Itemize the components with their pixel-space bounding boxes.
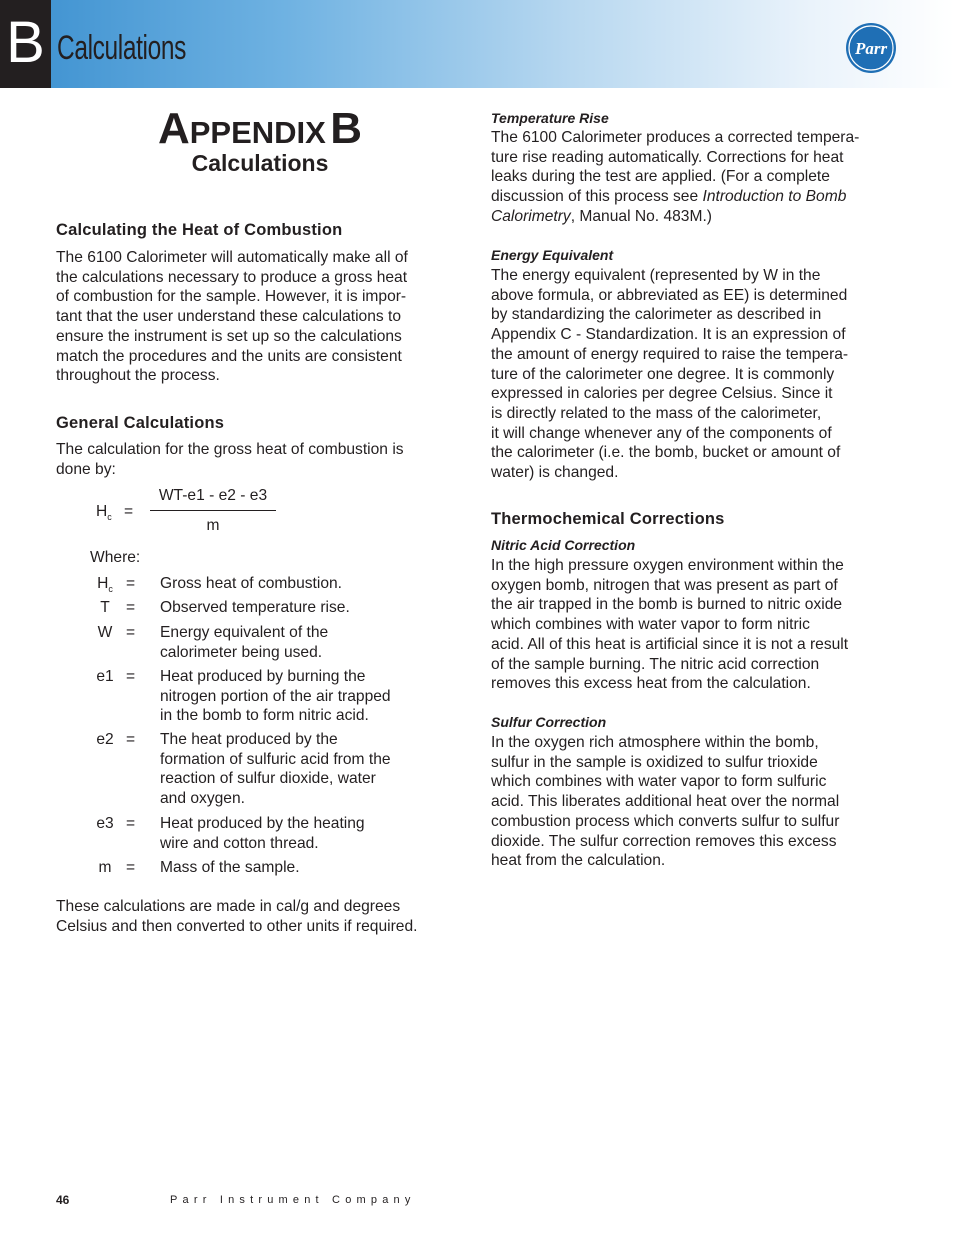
text-line: match the procedures and the units are consistent bbox=[56, 347, 402, 365]
definition-equals: = bbox=[126, 668, 136, 685]
text-line: tant that the user understand these calculations to bbox=[56, 308, 402, 326]
nitric-heading: Nitric Acid Correction bbox=[491, 537, 636, 553]
heat-heading: Calculating the Heat of Combustion bbox=[56, 221, 343, 239]
closing-paragraph bbox=[56, 897, 417, 936]
text-line: which combines with water vapor to form nitric bbox=[491, 616, 810, 634]
definition-text: Heat produced by the heating wire and cotton thread. bbox=[160, 815, 365, 852]
definition-symbol: e3 bbox=[96, 815, 114, 832]
footer-company: Parr Instrument Company bbox=[170, 1194, 416, 1206]
text-line: The energy equivalent (represented by W in the bbox=[491, 267, 821, 284]
where-label: Where: bbox=[90, 549, 141, 566]
sulfur-paragraph bbox=[491, 733, 839, 871]
text-line: of combustion for the sample. However, it is impor- bbox=[56, 288, 407, 306]
definition-text: Mass of the sample. bbox=[160, 859, 300, 876]
text-line: expressed in calories per degree Celsius. Since it bbox=[491, 385, 833, 403]
definition-symbol: W bbox=[97, 624, 113, 641]
definition-equals: = bbox=[126, 624, 136, 641]
general-paragraph bbox=[56, 440, 404, 479]
text-line: is directly related to the mass of the calorimeter, bbox=[491, 404, 822, 422]
thermo-heading: Thermochemical Corrections bbox=[491, 510, 725, 528]
formula-lhs: $H_c$ bbox=[96, 503, 112, 523]
definition-text: Gross heat of combustion. bbox=[160, 575, 343, 592]
section-letter-box bbox=[0, 0, 51, 88]
text-line: the amount of energy required to raise the tempera- bbox=[491, 345, 849, 363]
text-line: it will change whenever any of the components of bbox=[491, 424, 832, 442]
formula-equals: = bbox=[124, 503, 134, 520]
definition-equals: = bbox=[126, 859, 136, 876]
text-line: ture of the calorimeter one degree. It is commonly bbox=[491, 365, 835, 383]
header-title: Calculations bbox=[57, 29, 187, 67]
text-line: which combines with water vapor to form sulfuric bbox=[491, 773, 827, 791]
definition-equals: = bbox=[126, 731, 136, 748]
temp-paragraph bbox=[491, 128, 859, 227]
definition-symbol: T bbox=[100, 599, 110, 616]
text-line: the calorimeter (i.e. the bomb, bucket or amount of bbox=[491, 444, 841, 462]
text-line: acid. This liberates additional heat over the normal bbox=[491, 793, 840, 811]
definition-symbol: m bbox=[98, 859, 112, 876]
text-line: acid. All of this heat is artificial since it is not a result bbox=[491, 635, 849, 653]
text-line: The calculation for the gross heat of combustion is bbox=[56, 441, 404, 458]
energy-paragraph bbox=[491, 266, 848, 483]
page-number: 46 bbox=[56, 1193, 70, 1207]
text-line: Appendix C - Standardization. It is an expression of bbox=[491, 326, 846, 344]
definition-text: Observed temperature rise. bbox=[160, 599, 350, 616]
text-line: ensure the instrument is set up so the calculations bbox=[56, 327, 402, 345]
text-line: In the oxygen rich atmosphere within the bomb, bbox=[491, 734, 819, 751]
appendix-subtitle: Calculations bbox=[191, 150, 329, 176]
energy-heading: Energy Equivalent bbox=[491, 247, 614, 263]
text-line: the air trapped in the bomb is burned to nitric oxide bbox=[491, 596, 843, 614]
text-line: ture rise reading automatically. Corrections for heat bbox=[491, 148, 844, 166]
sulfur-heading: Sulfur Correction bbox=[491, 714, 607, 730]
text-line: the calculations necessary to produce a gross heat bbox=[56, 268, 408, 286]
text-line: heat from the calculation. bbox=[491, 852, 666, 870]
definition-equals: = bbox=[126, 575, 136, 592]
text-line: The 6100 Calorimeter will automatically make all of bbox=[56, 249, 408, 266]
appendix-title: APPENDIX B bbox=[157, 104, 363, 153]
definition-equals: = bbox=[126, 599, 136, 616]
text-line: sulfur in the sample is oxidized to sulfur trioxide bbox=[491, 753, 818, 771]
section-letter: B bbox=[6, 10, 45, 75]
text-line: discussion of this process see Introduction to Bomb bbox=[491, 188, 847, 206]
text-line: leaks during the test are applied. (For a complete bbox=[491, 168, 830, 186]
text-line: removes this excess heat from the calculation. bbox=[491, 675, 811, 693]
formula-numerator: WT-e1 - e2 - e3 bbox=[158, 487, 268, 504]
text-line: These calculations are made in cal/g and degrees bbox=[56, 898, 401, 915]
text-line: by standardizing the calorimeter as described in bbox=[491, 306, 822, 324]
formula-fraction-bar bbox=[150, 510, 276, 511]
definition-text: Heat produced by burning the nitrogen portion of the air trapped in the bomb to form nitric acid. bbox=[160, 668, 391, 725]
text-line: oxygen bomb, nitrogen that was present as part of bbox=[491, 576, 838, 594]
text-line: dioxide. The sulfur correction removes this excess bbox=[491, 832, 837, 850]
text-line: throughout the process. bbox=[56, 367, 220, 385]
text-line: Calorimetry, Manual No. 483M.) bbox=[491, 207, 712, 225]
definition-text: The heat produced by the formation of sulfuric acid from the reaction of sulfur dioxide, water and oxygen. bbox=[160, 731, 391, 808]
definition-symbol: e1 bbox=[96, 668, 114, 685]
formula-denominator: m bbox=[206, 517, 220, 534]
temp-heading: Temperature Rise bbox=[491, 110, 609, 126]
definition-equals: = bbox=[126, 815, 136, 832]
logo-text: Parr bbox=[854, 39, 888, 58]
general-heading: General Calculations bbox=[56, 414, 225, 432]
text-line: done by: bbox=[56, 460, 116, 478]
definition-symbol: $H_c$ bbox=[97, 575, 113, 595]
text-line: water) is changed. bbox=[491, 464, 619, 482]
text-line: In the high pressure oxygen environment within the bbox=[491, 557, 844, 574]
definition-symbol: e2 bbox=[96, 731, 114, 748]
definition-text: Energy equivalent of the calorimeter being used. bbox=[160, 624, 329, 661]
text-line: The 6100 Calorimeter produces a corrected tempera- bbox=[491, 129, 860, 146]
text-line: above formula, or abbreviated as EE) is determined bbox=[491, 286, 848, 304]
nitric-paragraph bbox=[491, 556, 848, 694]
heat-paragraph bbox=[56, 248, 408, 386]
text-line: of the sample burning. The nitric acid correction bbox=[491, 655, 820, 673]
text-line: combustion process which converts sulfur to sulfur bbox=[491, 812, 840, 830]
text-line: Celsius and then converted to other units if required. bbox=[56, 917, 418, 935]
parr-logo-icon bbox=[843, 20, 899, 76]
